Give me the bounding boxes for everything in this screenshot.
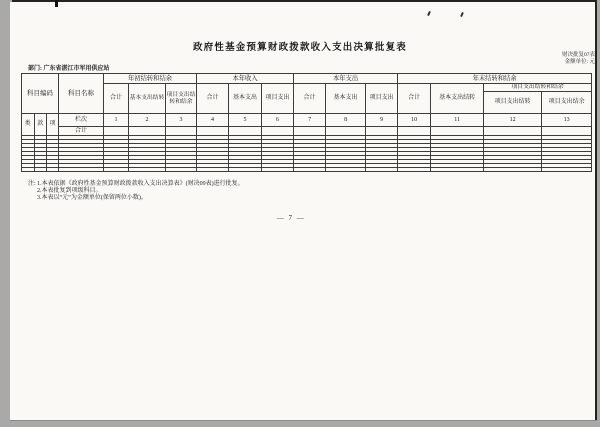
- col-number: 9: [366, 114, 398, 127]
- col-number: 8: [326, 114, 366, 127]
- empty-cell: [294, 168, 326, 172]
- empty-cell: [129, 127, 166, 136]
- empty-cell: [398, 127, 431, 136]
- col-number: 7: [294, 114, 326, 127]
- col-header-expense-project: 项目支出: [366, 84, 398, 114]
- col-number: 13: [542, 114, 592, 127]
- scan-edge-bottom: [10, 420, 597, 421]
- empty-cell: [47, 168, 59, 172]
- code-sub-item: 项: [47, 114, 59, 136]
- empty-cell: [129, 168, 166, 172]
- col-header-yearend-total: 合计: [398, 84, 431, 114]
- footnote-3: 3.本表以“元”为金额单位(保留两位小数)。: [37, 195, 147, 202]
- total-row-label: 合计: [59, 127, 104, 136]
- footnotes: [28, 181, 244, 203]
- col-header-begin-total: 合计: [104, 84, 129, 114]
- group-header-current-income: 本年收入: [197, 74, 294, 84]
- col-number: 2: [129, 114, 166, 127]
- empty-cell: [366, 168, 398, 172]
- col-header-expense-basic: 基本支出: [326, 84, 366, 114]
- empty-cell: [484, 168, 542, 172]
- group-header-begin-balance: 年初结转和结余: [104, 74, 197, 84]
- form-code: 财决批复07表: [561, 52, 595, 58]
- col-header-income-basic: 基本支出: [229, 84, 262, 114]
- empty-cell: [398, 168, 431, 172]
- header-row-subgroups: [22, 84, 592, 92]
- empty-cell: [104, 168, 129, 172]
- empty-cell: [262, 168, 294, 172]
- form-meta: [562, 52, 595, 66]
- empty-rows: [22, 136, 592, 172]
- scan-edge-top: [12, 0, 597, 2]
- col-header-begin-basic-carryover: 基本支出结转: [129, 84, 166, 114]
- empty-cell: [197, 168, 229, 172]
- empty-cell: [22, 168, 35, 172]
- empty-cell: [262, 127, 294, 136]
- col-header-income-total: 合计: [197, 84, 229, 114]
- empty-cell: [484, 127, 542, 136]
- empty-cell: [34, 168, 47, 172]
- empty-cell: [294, 127, 326, 136]
- header-row-groups: [22, 74, 592, 84]
- empty-cell: [431, 168, 484, 172]
- col-header-yearend-project-balance: 项目支出结余: [542, 92, 592, 114]
- column-number-row: [22, 114, 592, 127]
- page-title: 政府性基金预算财政拨款收入支出决算批复表: [192, 43, 407, 53]
- col-header-income-project: 项目支出: [262, 84, 294, 114]
- col-header-subject-name: 科目名称: [59, 74, 104, 114]
- empty-cell: [59, 168, 104, 172]
- empty-cell: [166, 127, 197, 136]
- amount-unit-label: 金额单位: 元: [564, 58, 595, 65]
- scan-edge-right: [595, 0, 597, 421]
- group-header-current-expense: 本年支出: [294, 74, 398, 84]
- col-number: 6: [262, 114, 294, 127]
- col-number: 12: [484, 114, 542, 127]
- col-number: 5: [229, 114, 262, 127]
- col-number: 11: [431, 114, 484, 127]
- code-sub-class: 类: [22, 114, 35, 136]
- scan-artifact-mark: [55, 0, 58, 7]
- col-number: 1: [104, 114, 129, 127]
- total-row: [22, 127, 592, 136]
- col-header-yearend-basic-carryover: 基本支出结转: [431, 84, 484, 114]
- col-header-subject-code: 科目编码: [22, 74, 59, 114]
- page-number: — 7 —: [276, 214, 306, 222]
- empty-cell: [104, 127, 129, 136]
- col-header-begin-project-carryover-balance: 项目支出结转和结余: [166, 84, 197, 114]
- empty-cell: [326, 168, 366, 172]
- col-number: 3: [166, 114, 197, 127]
- col-number: 4: [197, 114, 229, 127]
- empty-cell: [197, 127, 229, 136]
- empty-cell: [366, 127, 398, 136]
- empty-cell: [431, 127, 484, 136]
- empty-cell: [229, 127, 262, 136]
- subgroup-header-project-carryover-balance: 项目支出结转和结余: [484, 84, 592, 92]
- footnote-1: 注: 1.本表依据《政府性基金预算财政拨款收入支出决算表》(财决09表)进行批复。: [28, 181, 244, 187]
- group-header-yearend-balance: 年末结转和结余: [398, 74, 592, 84]
- empty-cell: [542, 168, 592, 172]
- col-header-yearend-project-carryover: 项目支出结转: [484, 92, 542, 114]
- empty-cell: [326, 127, 366, 136]
- empty-cell: [229, 168, 262, 172]
- footnote-2: 2.本表批复到项级科目。: [37, 188, 102, 195]
- department-label: 部门: 广东省湛江市军用供应站: [28, 66, 110, 72]
- empty-cell: [166, 168, 197, 172]
- col-header-expense-total: 合计: [294, 84, 326, 114]
- table-row: [22, 168, 592, 172]
- row-label-lanci: 栏次: [59, 114, 104, 127]
- code-sub-section: 款: [34, 114, 47, 136]
- budget-table-wrapper: [21, 73, 592, 172]
- budget-table: [21, 73, 592, 172]
- col-number: 10: [398, 114, 431, 127]
